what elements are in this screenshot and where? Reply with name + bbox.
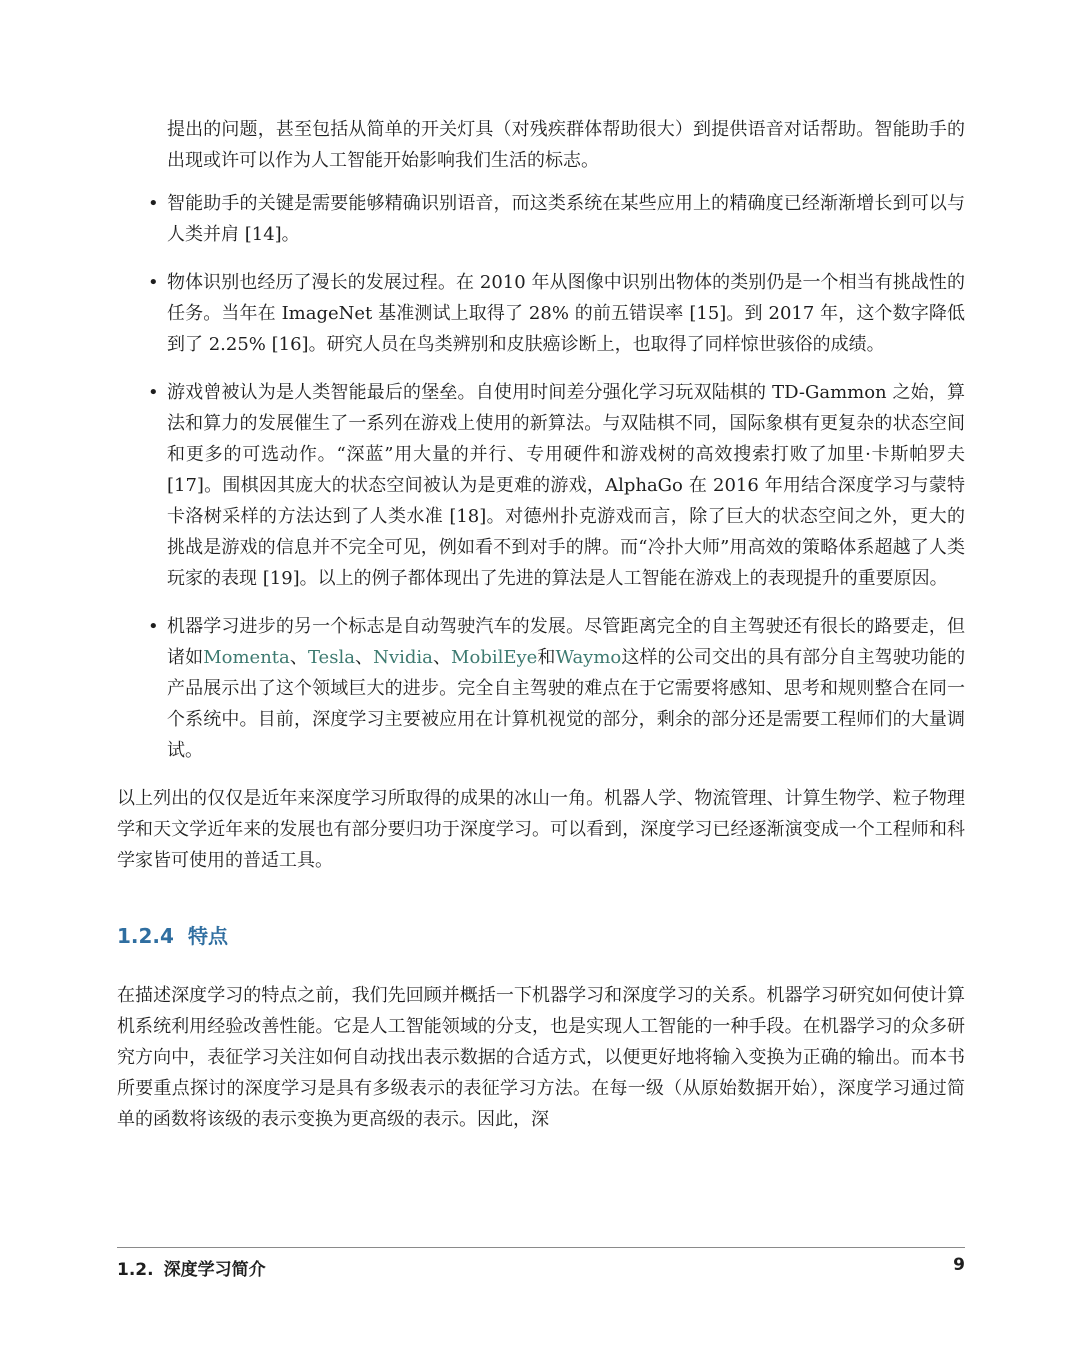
section-heading [117, 922, 965, 950]
bullet-item-object-recognition [117, 267, 965, 360]
bullet-item-speech-recognition [117, 188, 965, 250]
footer-divider [117, 1247, 965, 1248]
summary-paragraph: 以上列出的仅仅是近年来深度学习所取得的成果的冰山一角。机器人学、物流管理、计算生物学、粒子物理学和天文学近年来的发展也有部分要归功于深度学习。可以看到，深度学习已经逐渐演变成一个工程师和科学家皆可使用的普适工具。 [117, 788, 965, 871]
section-number: 1.2.4 [117, 924, 174, 948]
bullet-text-after: 这样的公司交出的具有部分自主驾驶功能的产品展示出了这个领域巨大的进步。完全自主驾驶的难点在于它需要将感知、思考和规则整合在同一个系统中。目前，深度学习主要被应用在计算机视觉的部分，剩余的部分还是需要工程师们的大量调试。 [167, 647, 966, 761]
section-title: 特点 [187, 924, 228, 948]
bullet-icon: • [148, 193, 159, 214]
separator: 、 [354, 647, 374, 668]
link-nvidia[interactable]: Nvidia [373, 647, 433, 668]
link-mobileye[interactable]: MobilEye [451, 647, 538, 668]
link-waymo[interactable]: Waymo [555, 647, 622, 668]
bullet-icon: • [148, 272, 159, 293]
footer-section-title: 深度学习简介 [163, 1260, 266, 1280]
bullet-item-games [117, 377, 965, 594]
footer-section-label [117, 1255, 266, 1280]
separator: 、 [432, 647, 452, 668]
footer-section-number: 1.2. [117, 1260, 154, 1280]
bullet-text: 物体识别也经历了漫长的发展过程。在 2010 年从图像中识别出物体的类别仍是一个相当有挑战性的任务。当年在 ImageNet 基准测试上取得了 28% 的前五错误率 [15]。到 2017 年，这个数字降低到了 2.25% [16]。研究人员在鸟类辨别和皮肤癌诊断上，也取得了同样惊世骇俗的成绩。 [167, 272, 965, 355]
link-momenta[interactable]: Momenta [203, 647, 290, 668]
bullet-text: 智能助手的关键是需要能够精确识别语音，而这类系统在某些应用上的精确度已经渐渐增长到可以与人类并肩 [14]。 [167, 193, 965, 245]
page-number: 9 [953, 1255, 965, 1275]
bullet-icon: • [148, 616, 159, 637]
section-paragraph: 在描述深度学习的特点之前，我们先回顾并概括一下机器学习和深度学习的关系。机器学习研究如何使计算机系统利用经验改善性能。它是人工智能领域的分支，也是实现人工智能的一种手段。在机器学习的众多研究方向中，表征学习关注如何自动找出表示数据的合适方式，以便更好地将输入变换为正确的输出。而本书所要重点探讨的深度学习是具有多级表示的表征学习方法。在每一级（从原始数据开始），深度学习通过简单的函数将该级的表示变换为更高级的表示。因此，深 [117, 985, 965, 1130]
separator: 、 [289, 647, 308, 668]
bullet-icon: • [148, 382, 159, 403]
separator: 和 [537, 647, 556, 668]
bullet-list [117, 188, 965, 766]
bullet-item-self-driving [117, 611, 965, 766]
bullet-text-before: 机器学习进步的另一个标志是自动驾驶汽车的发展。尽管距离完全的自主驾驶还有很长的路要走，但诸如 [167, 616, 965, 668]
continuation-paragraph: 提出的问题，甚至包括从简单的开关灯具（对残疾群体帮助很大）到提供语音对话帮助。智能助手的出现或许可以作为人工智能开始影响我们生活的标志。 [167, 119, 965, 171]
page-content [117, 114, 965, 1135]
bullet-text: 游戏曾被认为是人类智能最后的堡垒。自使用时间差分强化学习玩双陆棋的 TD-Gammon 之始，算法和算力的发展催生了一系列在游戏上使用的新算法。与双陆棋不同，国际象棋有更复杂的状态空间和更多的可选动作。“深蓝”用大量的并行、专用硬件和游戏树的高效搜索打败了加里·卡斯帕罗夫 [17]。围棋因其庞大的状态空间被认为是更难的游戏，AlphaGo 在 2016 年用结合深度学习与蒙特卡洛树采样的方法达到了人类水准 [18]。对德州扑克游戏而言，除了巨大的状态空间之外，更大的挑战是游戏的信息并不完全可见，例如看不到对手的牌。而“冷扑大师”用高效的策略体系超越了人类玩家的表现 [19]。以上的例子都体现出了先进的算法是人工智能在游戏上的表现提升的重要原因。 [167, 382, 965, 589]
link-tesla[interactable]: Tesla [307, 647, 355, 668]
